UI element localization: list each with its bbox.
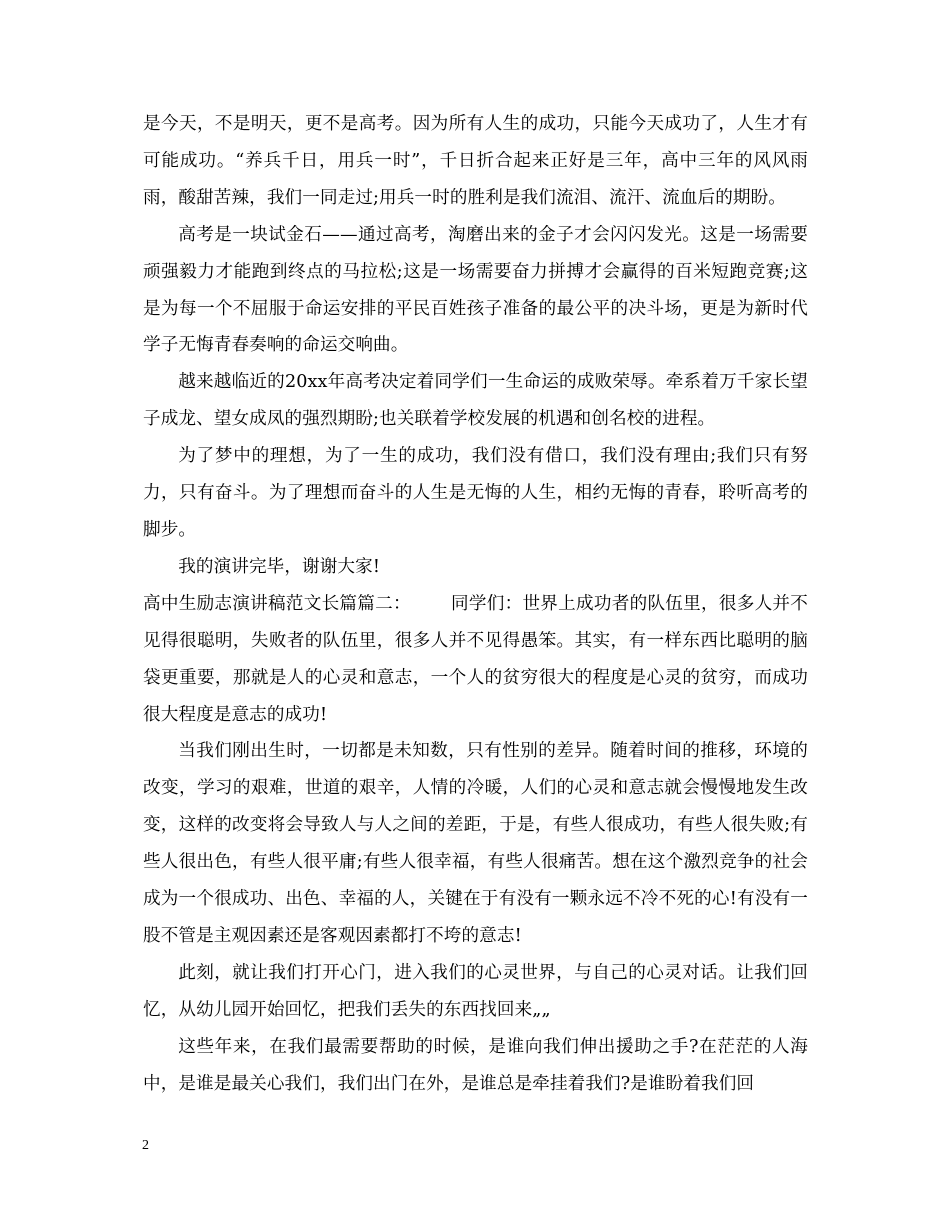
page-number: 2: [142, 1138, 149, 1153]
paragraph: 此刻，就让我们打开心门，进入我们的心灵世界，与自己的心灵对话。让我们回忆，从幼儿园开始回忆，把我们丢失的东西找回来„„: [143, 962, 808, 1020]
section-paragraph: [143, 586, 808, 734]
document-body: [143, 106, 808, 1102]
paragraph: 是今天，不是明天，更不是高考。因为所有人生的成功，只能今天成功了，人生才有可能成功。“养兵千日，用兵一时”，千日折合起来正好是三年，高中三年的风风雨雨，酸甜苦辣，我们一同走过;用兵一时的胜利是我们流泪、流汗、流血后的期盼。: [143, 114, 808, 208]
section-title: 高中生励志演讲稿范文长篇篇二：: [143, 593, 411, 614]
paragraph: 为了梦中的理想，为了一生的成功，我们没有借口，我们没有理由;我们只有努力，只有奋斗。为了理想而奋斗的人生是无悔的人生，相约无悔的青春，聆听高考的脚步。: [143, 446, 808, 540]
paragraph: 我的演讲完毕，谢谢大家!: [178, 556, 380, 577]
paragraph: 这些年来，在我们最需要帮助的时候，是谁向我们伸出援助之手?在茫茫的人海中，是谁是最关心我们，我们出门在外，是谁总是牵挂着我们?是谁盼着我们回: [143, 1036, 808, 1094]
paragraph: 当我们刚出生时，一切都是未知数，只有性别的差异。随着时间的推移，环境的改变，学习的艰难，世道的艰辛，人情的冷暖，人们的心灵和意志就会慢慢地发生改变，这样的改变将会导致人与人之间的差距，于是，有些人很成功，有些人很失败;有些人很出色，有些人很平庸;有些人很幸福，有些人很痛苦。想在这个激烈竞争的社会成为一个很成功、出色、幸福的人，关键在于有没有一颗永远不冷不死的心!有没有一股不管是主观因素还是客观因素都打不垮的意志!: [143, 741, 808, 946]
paragraph: 越来越临近的20xx年高考决定着同学们一生命运的成败荣辱。牵系着万千家长望子成龙、望女成凤的强烈期盼;也关联着学校发展的机遇和创名校的进程。: [143, 372, 808, 430]
paragraph: 高考是一块试金石——通过高考，淘磨出来的金子才会闪闪发光。这是一场需要顽强毅力才能跑到终点的马拉松;这是一场需要奋力拼搏才会赢得的百米短跑竞赛;这是为每一个不屈服于命运安排的平民百姓孩子准备的最公平的决斗场，更是为新时代学子无悔青春奏响的命运交响曲。: [143, 224, 808, 356]
section-intro: 同学们：世界上成功者的队伍里，很多人并不见得很聪明，失败者的队伍里，很多人并不见得愚笨。其实，有一样东西比聪明的脑袋更重要，那就是人的心灵和意志，一个人的贫穷很大的程度是心灵的贫穷，而成功很大程度是意志的成功!: [143, 593, 808, 725]
